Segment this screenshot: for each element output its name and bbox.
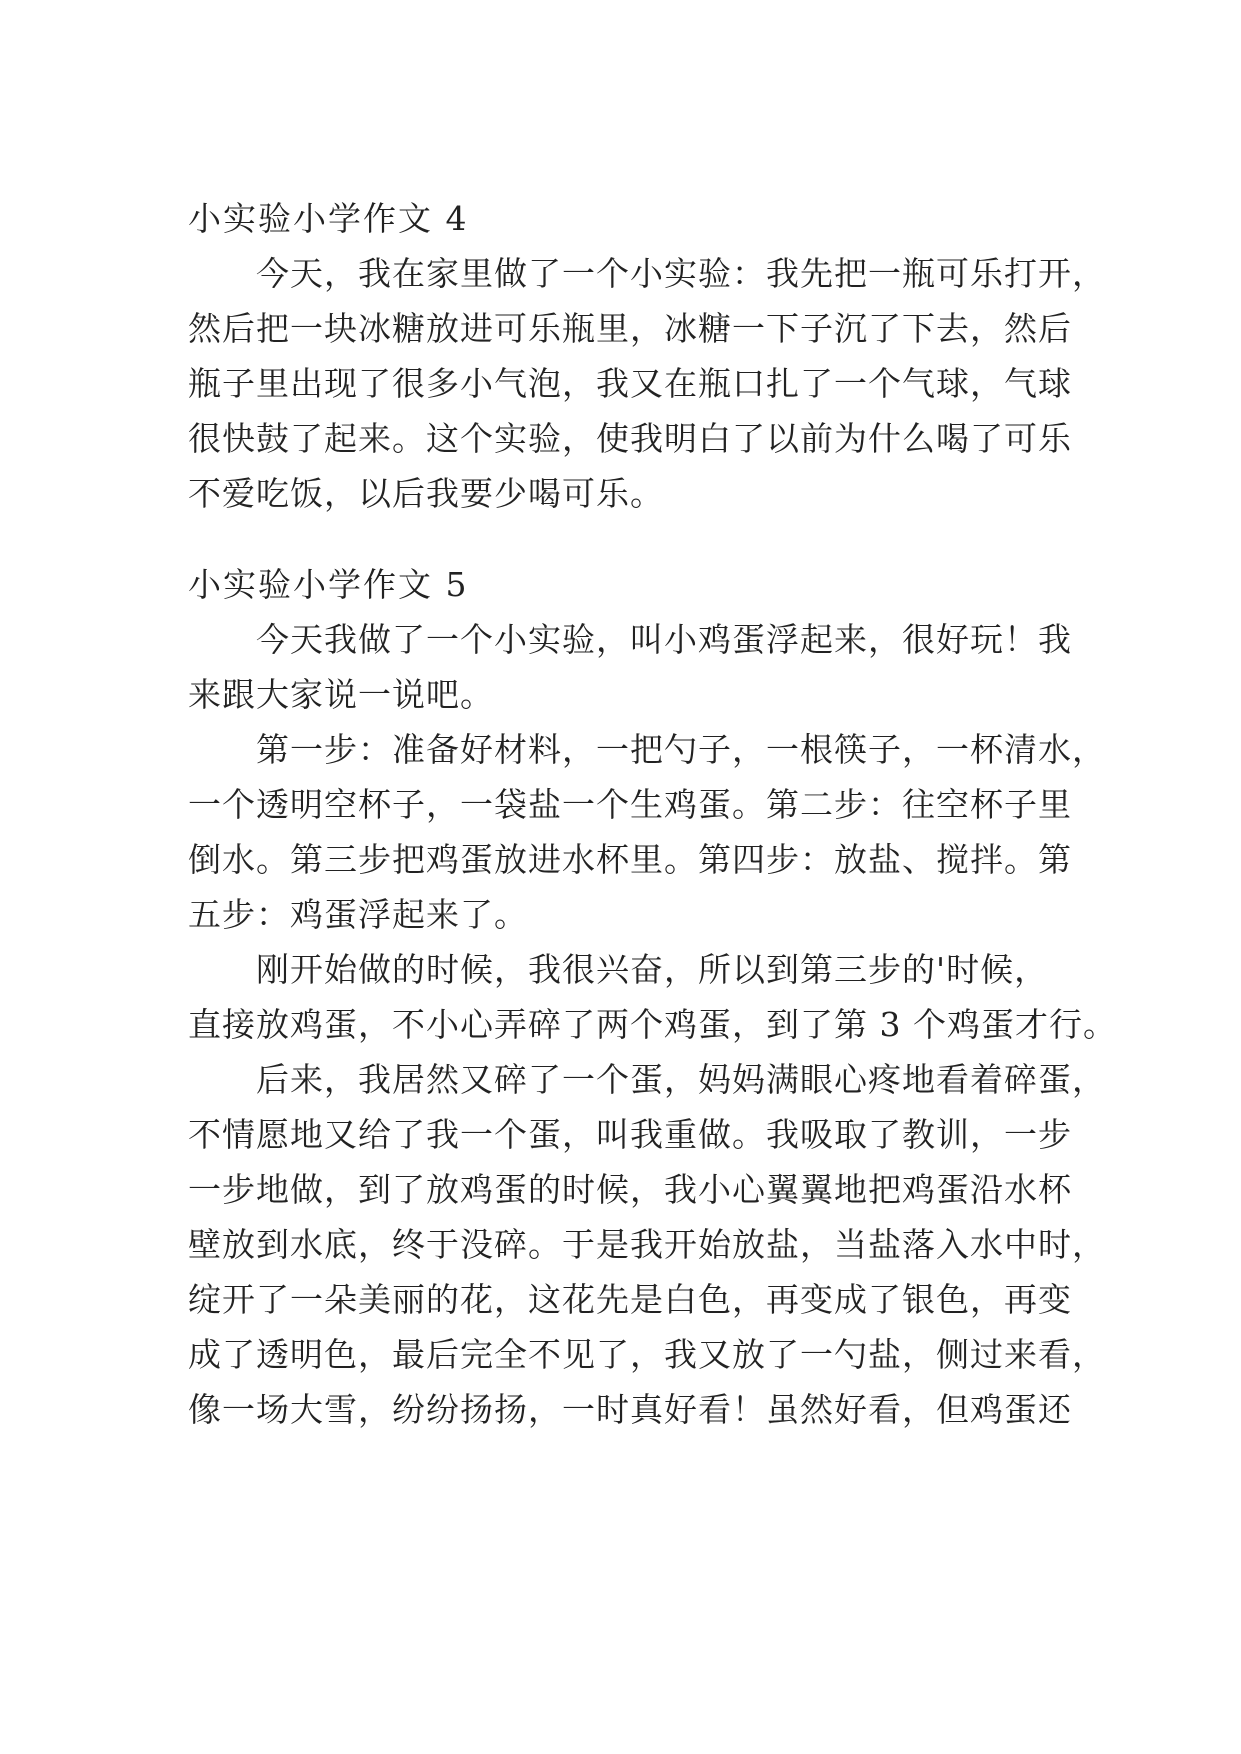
- essay4-line: 瓶子里出现了很多小气泡，我又在瓶口扎了一个气球，气球: [188, 364, 1072, 403]
- essay5-line: 成了透明色，最后完全不见了，我又放了一勺盐，侧过来看，: [188, 1335, 1106, 1374]
- essay5-line: 绽开了一朵美丽的花，这花先是白色，再变成了银色，再变: [188, 1280, 1072, 1319]
- essay5-line: 一个透明空杯子，一袋盐一个生鸡蛋。第二步：往空杯子里: [188, 785, 1072, 824]
- essay5-line: 一步地做，到了放鸡蛋的时候，我小心翼翼地把鸡蛋沿水杯: [188, 1170, 1072, 1209]
- essay5-line: 直接放鸡蛋，不小心弄碎了两个鸡蛋，到了第 3 个鸡蛋才行。: [188, 1005, 1117, 1044]
- essay5-title: 小实验小学作文 5: [188, 565, 469, 604]
- essay5-line: 第一步：准备好材料，一把勺子，一根筷子，一杯清水，: [256, 730, 1106, 769]
- essay5-line: 像一场大雪，纷纷扬扬，一时真好看！虽然好看，但鸡蛋还: [188, 1390, 1072, 1429]
- essay4-line: 今天，我在家里做了一个小实验：我先把一瓶可乐打开，: [256, 254, 1106, 293]
- essay4-line: 不爱吃饭，以后我要少喝可乐。: [188, 474, 664, 513]
- essay5-line: 不情愿地又给了我一个蛋，叫我重做。我吸取了教训，一步: [188, 1115, 1072, 1154]
- essay5-line: 倒水。第三步把鸡蛋放进水杯里。第四步：放盐、搅拌。第: [188, 840, 1072, 879]
- essay5-line: 五步：鸡蛋浮起来了。: [188, 895, 528, 934]
- essay4-line: 很快鼓了起来。这个实验，使我明白了以前为什么喝了可乐: [188, 419, 1072, 458]
- essay5-line: 壁放到水底，终于没碎。于是我开始放盐，当盐落入水中时，: [188, 1225, 1106, 1264]
- essay4-title: 小实验小学作文 4: [188, 199, 469, 238]
- essay5-line: 后来，我居然又碎了一个蛋，妈妈满眼心疼地看着碎蛋，: [256, 1060, 1106, 1099]
- essay5-line: 来跟大家说一说吧。: [188, 675, 494, 714]
- essay4-line: 然后把一块冰糖放进可乐瓶里，冰糖一下子沉了下去，然后: [188, 309, 1072, 348]
- essay5-line: 今天我做了一个小实验，叫小鸡蛋浮起来，很好玩！我: [256, 620, 1072, 659]
- essay5-line: 刚开始做的时候，我很兴奋，所以到第三步的'时候，: [256, 950, 1049, 989]
